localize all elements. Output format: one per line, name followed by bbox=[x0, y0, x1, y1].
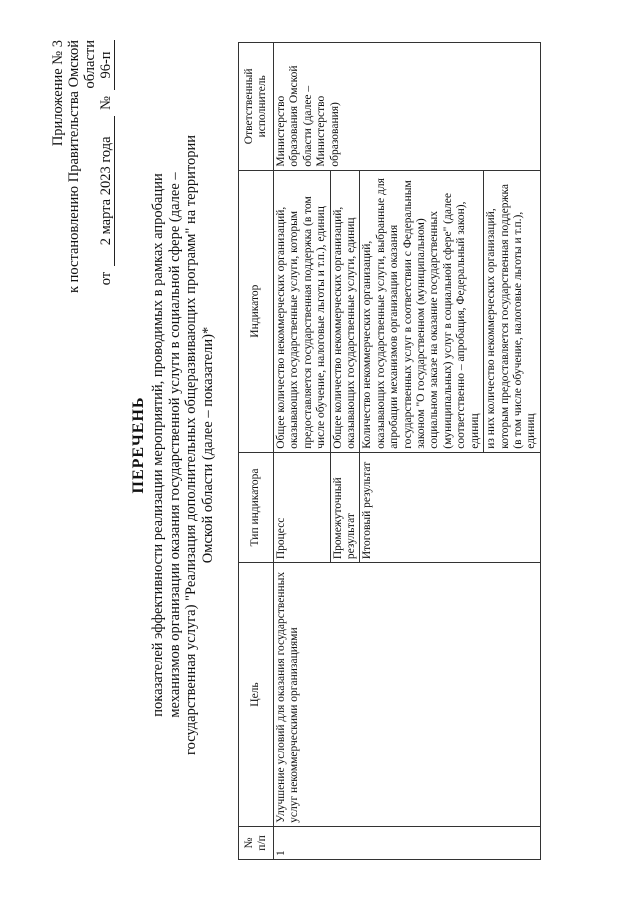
document-subtitle: показателей эффективности реализации мероприятий, проводимых в рамках апробации механизмов организации оказания государственной услуги в социальной сфере (далее – государственная услуга) "Реализация дополнительных общеразвивающих программ" на территории Омской области (далее – показатели)* bbox=[150, 135, 216, 755]
indicator-type-final: Итоговый результат bbox=[360, 452, 540, 562]
document-title: ПЕРЕЧЕНЬ bbox=[130, 396, 147, 494]
appendix-number: Приложение № 3 bbox=[50, 40, 66, 147]
indicator-type-intermediate: Промежуточный результат bbox=[330, 452, 360, 562]
row-number: 1 bbox=[274, 826, 541, 859]
indicators-table bbox=[238, 42, 541, 860]
indicator-text-final: Количество некоммерческих организаций, оказывающих государственные услуги, выбранные для апробации механизмов организации оказания государственных услуг в соответствии с Федеральным законом "О государственном (муниципальном) социальном заказе на оказание государственных (муниципальных) услуг в социальной сфере" (далее соответственно – апробация, Федеральный закон), единиц bbox=[360, 170, 484, 452]
decree-date: 2 марта 2023 года bbox=[98, 116, 115, 266]
indicator-text-process: Общее количество некоммерческих организаций, оказывающих государственные услуги, которым предоставляется государственная поддержка (в том числе обучение, налоговые льготы и т.п.), единиц bbox=[274, 170, 331, 452]
document-title-block bbox=[130, 135, 216, 755]
appendix-date-row bbox=[98, 40, 115, 300]
number-label: № bbox=[98, 96, 114, 110]
appendix-decree-line: к постановлению Правительства Омской области bbox=[66, 40, 98, 294]
header-goal: Цель bbox=[239, 563, 274, 827]
from-label: от bbox=[98, 271, 114, 286]
table-header-row bbox=[239, 43, 274, 860]
header-responsible: Ответственный исполнитель bbox=[239, 43, 274, 171]
indicator-type-process: Процесс bbox=[274, 452, 331, 562]
indicator-text-intermediate: Общее количество некоммерческих организаций, оказывающих государственные услуги, единиц bbox=[330, 170, 360, 452]
row-goal: Улучшение условий для оказания государственных услуг некоммерческими организациями bbox=[274, 563, 541, 827]
header-number: № п/п bbox=[239, 826, 274, 859]
table-row bbox=[274, 43, 331, 860]
appendix-header bbox=[50, 40, 115, 300]
row-responsible: Министерство образования Омской области (далее – Министерство образования) bbox=[274, 43, 541, 171]
indicator-text-final-subset: из них количество некоммерческих организаций, которым предоставляется государственная поддержка (в том числе обучение, налоговые льготы и т.п.), единиц bbox=[484, 170, 541, 452]
header-indicator: Индикатор bbox=[239, 170, 274, 452]
header-indicator-type: Тип индикатора bbox=[239, 452, 274, 562]
decree-number: 96-п bbox=[98, 40, 115, 90]
